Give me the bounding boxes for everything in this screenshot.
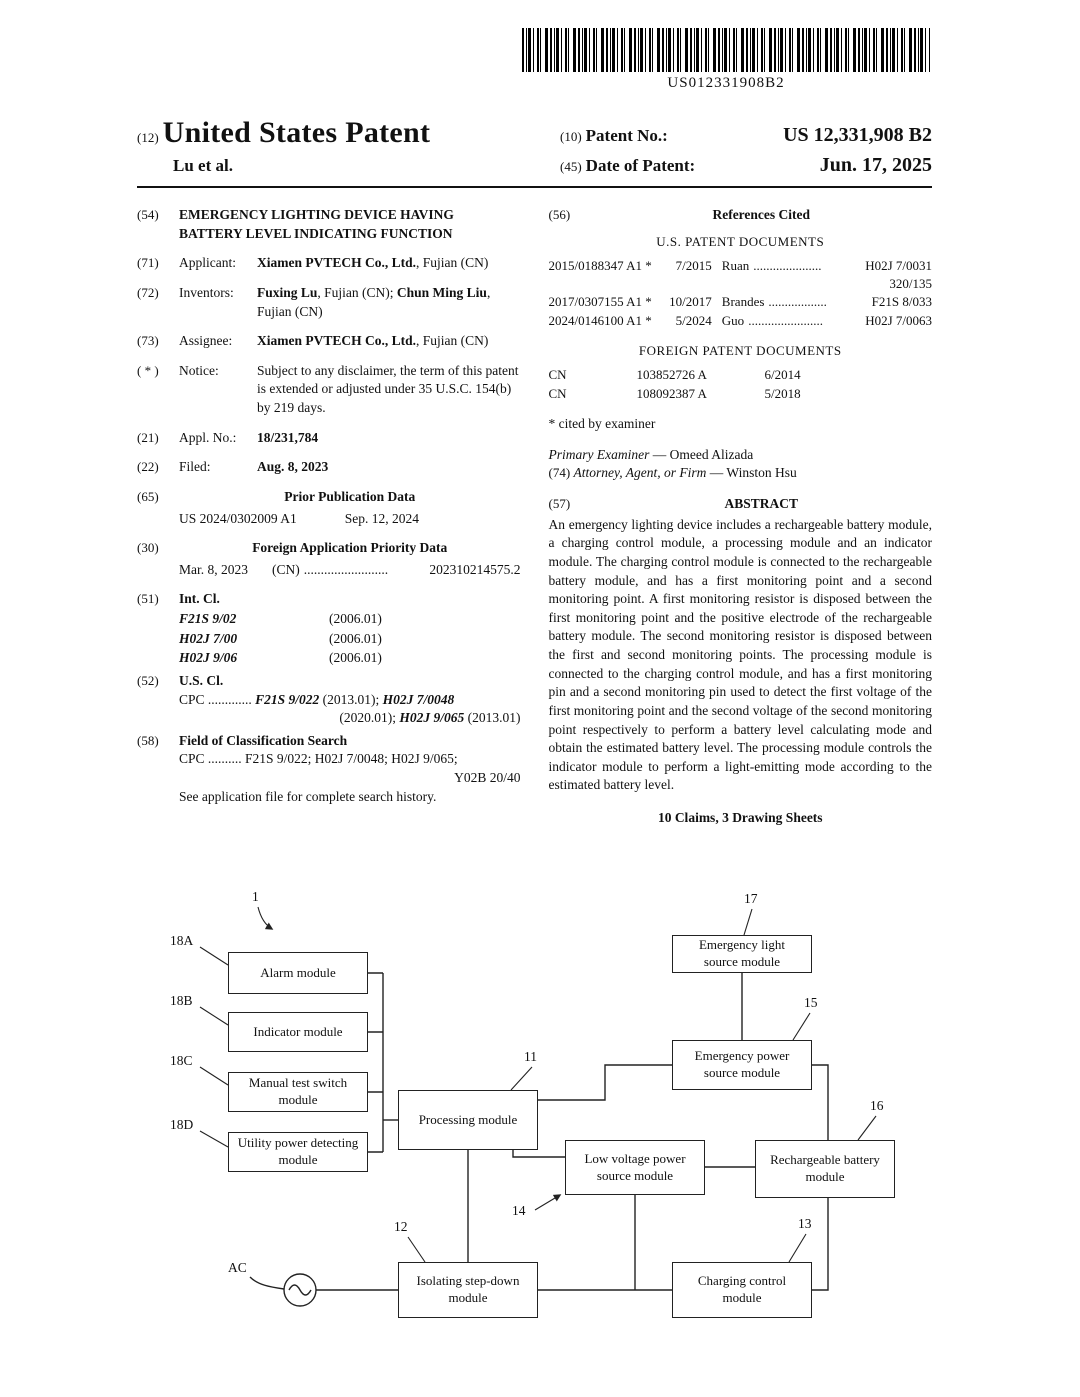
- field-classification-search: [137, 732, 521, 807]
- inventors-label: Inventors:: [179, 284, 234, 300]
- assignee-value: Xiamen PVTECH Co., Ltd., Fujian (CN): [257, 333, 489, 349]
- field-71-code: (71): [137, 255, 159, 271]
- foreign-documents-heading: FOREIGN PATENT DOCUMENTS: [638, 343, 842, 359]
- field-21-code: (21): [137, 429, 159, 445]
- int-cl-row: H02J 9/06 (2006.01): [179, 650, 382, 666]
- field-22-code: (22): [137, 459, 159, 475]
- diagram-node-charging-control-module: Charging control module: [672, 1262, 812, 1318]
- foreign-priority-heading: Foreign Application Priority Data: [252, 540, 448, 556]
- field-assignee: [137, 332, 521, 351]
- filed-value: Aug. 8, 2023: [257, 459, 329, 475]
- ref-12: 12: [394, 1219, 408, 1234]
- appl-no-value: 18/231,784: [257, 429, 319, 445]
- abstract-heading: ABSTRACT: [724, 496, 799, 511]
- ref-13: 13: [798, 1216, 812, 1231]
- document-type: United States Patent: [162, 116, 431, 149]
- diagram-node-rechargeable-battery-module: Rechargeable battery module: [755, 1140, 895, 1198]
- body-columns: [137, 206, 932, 828]
- notice-code: ( * ): [137, 362, 159, 378]
- diagram-node-emergency-power-source-module: Emergency power source module: [672, 1040, 812, 1090]
- ref-14: 14: [512, 1203, 526, 1218]
- field-30-code: (30): [137, 540, 159, 556]
- right-column: [549, 206, 933, 828]
- us-cl-line1: CPC ............. F21S 9/022 (2013.01); H02J 7/0048: [179, 691, 455, 707]
- applicant-label: Applicant:: [179, 255, 236, 271]
- us-documents-heading: U.S. PATENT DOCUMENTS: [656, 233, 825, 249]
- field-notice: [137, 362, 521, 418]
- filed-label: Filed:: [179, 459, 211, 475]
- barcode: [522, 28, 930, 92]
- patent-date: Jun. 17, 2025: [819, 154, 932, 176]
- us-patent-row: 2015/0188347 A1 * 7/2015 Ruan ..................... H02J 7/0031: [548, 257, 932, 273]
- references-heading: References Cited: [712, 207, 811, 222]
- figure-1-block-diagram: [0, 885, 1080, 1355]
- field-73-code: (73): [137, 333, 159, 349]
- abstract-text: An emergency lighting device includes a rechargeable battery module, a charging control module, a processing module and an indicator module. The charging control module is connected to the rechargeable battery module, and has a first monitoring point and a second monitoring point. A first monitoring resistor is disposed between the first monitoring point and the positive electrode of the rechargeable battery module. The second monitoring resistor is disposed between the first and second monitoring points. The processing module is connected to the charging control module, and has a first monitoring pin and a second monitoring pin used to detect the first voltage of the first monitoring point and the second voltage of the second monitoring point respectively to perform a battery level calculating mode and obtain the estimated battery level. The processing module controls the indicator module to perform a light-emitting mode according to the estimated battery level.: [548, 516, 932, 793]
- left-column: [137, 206, 521, 828]
- diagram-node-emergency-light-source-module: Emergency light source module: [672, 935, 812, 973]
- int-cl-row: H02J 7/00 (2006.01): [179, 630, 382, 646]
- field-title: [137, 206, 521, 243]
- field-inventors: [137, 284, 521, 321]
- inventor-short-line: Lu et al.: [173, 156, 233, 175]
- field-51-code: (51): [137, 591, 159, 607]
- us-cl-line2: (2020.01); H02J 9/065 (2013.01): [339, 710, 521, 726]
- us-patent-row-continuation: 320/135: [889, 275, 932, 291]
- assignee-label: Assignee:: [179, 333, 233, 349]
- field-abstract: [549, 495, 933, 514]
- int-cl-heading: Int. Cl.: [179, 591, 220, 607]
- ref-15: 15: [804, 995, 818, 1010]
- header-right: [560, 124, 932, 184]
- patent-date-row: [560, 154, 932, 177]
- inventors-value: Fuxing Lu, Fujian (CN); Chun Ming Liu, Fujian (CN): [257, 284, 491, 319]
- ref-11: 11: [524, 1049, 537, 1064]
- invention-title: EMERGENCY LIGHTING DEVICE HAVING BATTERY LEVEL INDICATING FUNCTION: [179, 207, 454, 241]
- ref-18A: 18A: [170, 933, 194, 948]
- us-patent-row: 2017/0307155 A1 * 10/2017 Brandes .................. F21S 8/033: [548, 294, 932, 310]
- search-heading: Field of Classification Search: [179, 732, 348, 748]
- field-52-code: (52): [137, 672, 159, 688]
- diagram-node-utility-power-detecting-module: Utility power detecting module: [228, 1132, 368, 1172]
- diagram-node-low-voltage-power-source-module: Low voltage power source module: [565, 1140, 705, 1195]
- field-int-cl: [137, 590, 521, 668]
- field-foreign-priority: [137, 539, 521, 579]
- patent-number-row: [560, 124, 932, 147]
- us-cl-heading: U.S. Cl.: [179, 672, 224, 688]
- diagram-node-processing-module: Processing module: [398, 1090, 538, 1150]
- appl-no-label: Appl. No.:: [179, 429, 237, 445]
- date-field-code: (45): [560, 159, 582, 174]
- barcode-text: US012331908B2: [667, 75, 785, 91]
- field-appl-no: [137, 429, 521, 448]
- header-left: [137, 116, 430, 176]
- ref-figure-1: 1: [252, 889, 259, 904]
- header-divider: [137, 186, 932, 188]
- diagram-node-indicator-module: Indicator module: [228, 1012, 368, 1052]
- attorney-line: (74) Attorney, Agent, or Firm — Winston Hsu: [548, 465, 797, 481]
- field-58-code: (58): [137, 732, 159, 748]
- claims-line: 10 Claims, 3 Drawing Sheets: [657, 810, 823, 825]
- field-us-cl: [137, 672, 521, 728]
- field-prior-publication: [137, 488, 521, 528]
- patent-no-label: Patent No.:: [585, 126, 668, 145]
- field-filed: [137, 458, 521, 477]
- field-applicant: [137, 254, 521, 273]
- field-56-code: (56): [548, 207, 571, 222]
- field-references: [549, 206, 933, 225]
- applicant-value: Xiamen PVTECH Co., Ltd., Fujian (CN): [257, 255, 489, 271]
- ac-source-label: AC: [228, 1260, 247, 1275]
- kind-code: (12): [137, 130, 159, 145]
- field-65-code: (65): [137, 488, 159, 504]
- document-type-line: [137, 116, 430, 150]
- field-72-code: (72): [137, 284, 159, 300]
- date-label: Date of Patent:: [585, 156, 696, 175]
- barcode-image: [522, 28, 930, 72]
- ref-18D: 18D: [170, 1117, 194, 1132]
- prior-pub-heading: Prior Publication Data: [284, 488, 416, 504]
- notice-label: Notice:: [179, 362, 219, 378]
- foreign-priority-row: Mar. 8, 2023 (CN) ......................... 202310214575.2: [179, 561, 521, 577]
- search-line2: Y02B 20/40: [454, 770, 521, 785]
- int-cl-row: F21S 9/02 (2006.01): [179, 611, 382, 626]
- patent-no-field-code: (10): [560, 129, 582, 144]
- prior-pub-row: US 2024/0302009 A1 Sep. 12, 2024: [179, 510, 420, 526]
- cited-by-examiner-note: * cited by examiner: [548, 416, 656, 432]
- notice-text: Subject to any disclaimer, the term of this patent is extended or adjusted under 35 U.S.C. 154(b) by 219 days.: [257, 362, 519, 415]
- diagram-connector-lines: [0, 885, 1080, 1355]
- us-patent-row: 2024/0146100 A1 * 5/2024 Guo ....................... H02J 7/0063: [548, 313, 932, 329]
- foreign-patent-row: CN 108092387 A 5/2018: [548, 386, 801, 402]
- search-note: See application file for complete search history.: [179, 788, 437, 804]
- ref-18B: 18B: [170, 993, 193, 1008]
- search-line1: CPC .......... F21S 9/022; H02J 7/0048; H02J 9/065;: [179, 751, 458, 767]
- diagram-node-isolating-step-down-module: Isolating step-down module: [398, 1262, 538, 1318]
- ref-18C: 18C: [170, 1053, 193, 1068]
- diagram-node-manual-test-switch-module: Manual test switch module: [228, 1072, 368, 1112]
- ref-17: 17: [744, 891, 758, 906]
- primary-examiner-line: Primary Examiner — Omeed Alizada: [548, 446, 754, 462]
- field-57-code: (57): [548, 496, 571, 511]
- field-54-code: (54): [137, 207, 159, 222]
- diagram-node-alarm-module: Alarm module: [228, 952, 368, 994]
- patent-number: US 12,331,908 B2: [783, 124, 932, 146]
- foreign-patent-row: CN 103852726 A 6/2014: [548, 367, 801, 383]
- ref-16: 16: [870, 1098, 884, 1113]
